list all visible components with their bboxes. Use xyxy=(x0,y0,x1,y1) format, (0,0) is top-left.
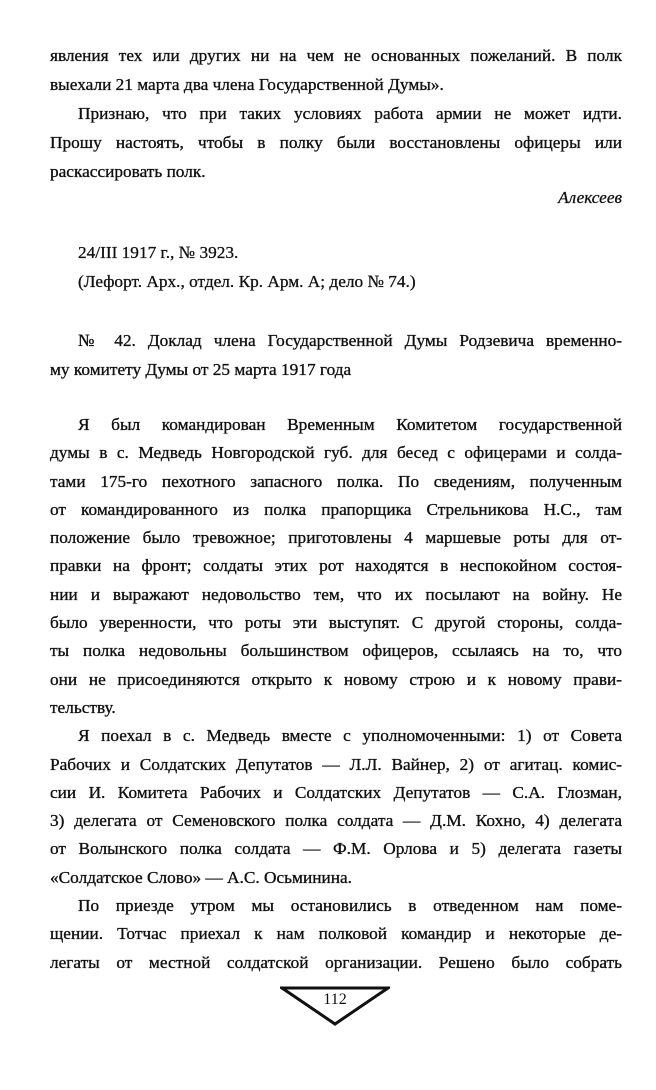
text-line: «Солдатское Слово» — А.С. Осьминина. xyxy=(50,867,352,887)
text-line: По приезде утром мы остановились в отведенном нам поме- xyxy=(78,896,622,916)
text-line: от Волынского полка солдата — Ф.М. Орлова и 5) делегата газеты xyxy=(50,839,622,859)
text-line: было уверенности, что роты эти выступят. С другой стороны, солда- xyxy=(50,613,622,633)
text-line: они не присоединяются открыто к новому строю и к новому прави- xyxy=(50,669,622,689)
text-line: от командированного из полка прапорщика Стрельникова Н.С., там xyxy=(50,499,622,519)
signature: Алексеев xyxy=(558,188,622,207)
reference-date: 24/III 1917 г., № 3923. xyxy=(78,243,239,262)
document-body xyxy=(50,411,622,977)
text-line: тами 175-го пехотного запасного полка. По сведениям, полученным xyxy=(50,471,622,491)
text-line: выехали 21 марта два члена Государственной Думы». xyxy=(50,75,444,94)
reference-archive: (Лефорт. Арх., отдел. Кр. Арм. А; дело № 74.) xyxy=(78,272,416,291)
text-line: Я был командирован Временным Комитетом государственной xyxy=(78,415,622,434)
text-line: щении. Тотчас приехал к нам полковой командир и некоторые де- xyxy=(50,924,622,944)
text-line: Прошу настоять, чтобы в полку были восстановлены офицеры или xyxy=(50,133,622,152)
text-line: думы в с. Медведь Новгородской губ. для бесед с офицерами и солда- xyxy=(50,443,622,463)
text-line: легаты от местной солдатской организации. Решено было собрать xyxy=(50,952,622,972)
text-line: Я поехал в с. Медведь вместе с уполномоченными: 1) от Совета xyxy=(78,726,622,746)
document-heading xyxy=(50,326,622,384)
text-line: му комитету Думы от 25 марта 1917 года xyxy=(50,360,352,379)
page-number: 112 xyxy=(323,991,347,1008)
text-line: тельству. xyxy=(50,697,116,717)
text-line: положение было тревожное; приготовлены 4 маршевые роты для от- xyxy=(50,528,622,548)
text-block-letter-end xyxy=(50,41,622,186)
text-line: Рабочих и Солдатских Депутатов — Л.Л. Вайнер, 2) от агитац. комис- xyxy=(50,754,622,774)
text-line: раскассировать полк. xyxy=(50,162,206,181)
text-line: № 42. Доклад члена Государственной Думы Родзевича временно- xyxy=(78,331,622,350)
text-line: правки на фронт; солдаты этих рот находятся в неспокойном состоя- xyxy=(50,556,622,576)
text-line: сии И. Комитета Рабочих и Солдатских Депутатов — С.А. Глозман, xyxy=(50,782,622,802)
text-line: 3) делегата от Семеновского полка солдата — Д.М. Кохно, 4) делегата xyxy=(50,811,622,831)
text-line: явления тех или других ни на чем не основанных пожеланий. В полк xyxy=(50,46,622,65)
text-line: ты полка недовольны большинством офицеров, ссылаясь на то, что xyxy=(50,641,622,661)
text-line: нии и выражают недовольство тем, что их посылают на войну. Не xyxy=(50,584,622,604)
text-line: Признаю, что при таких условиях работа армии не может идти. xyxy=(78,104,622,123)
page-number-marker xyxy=(280,986,390,1026)
